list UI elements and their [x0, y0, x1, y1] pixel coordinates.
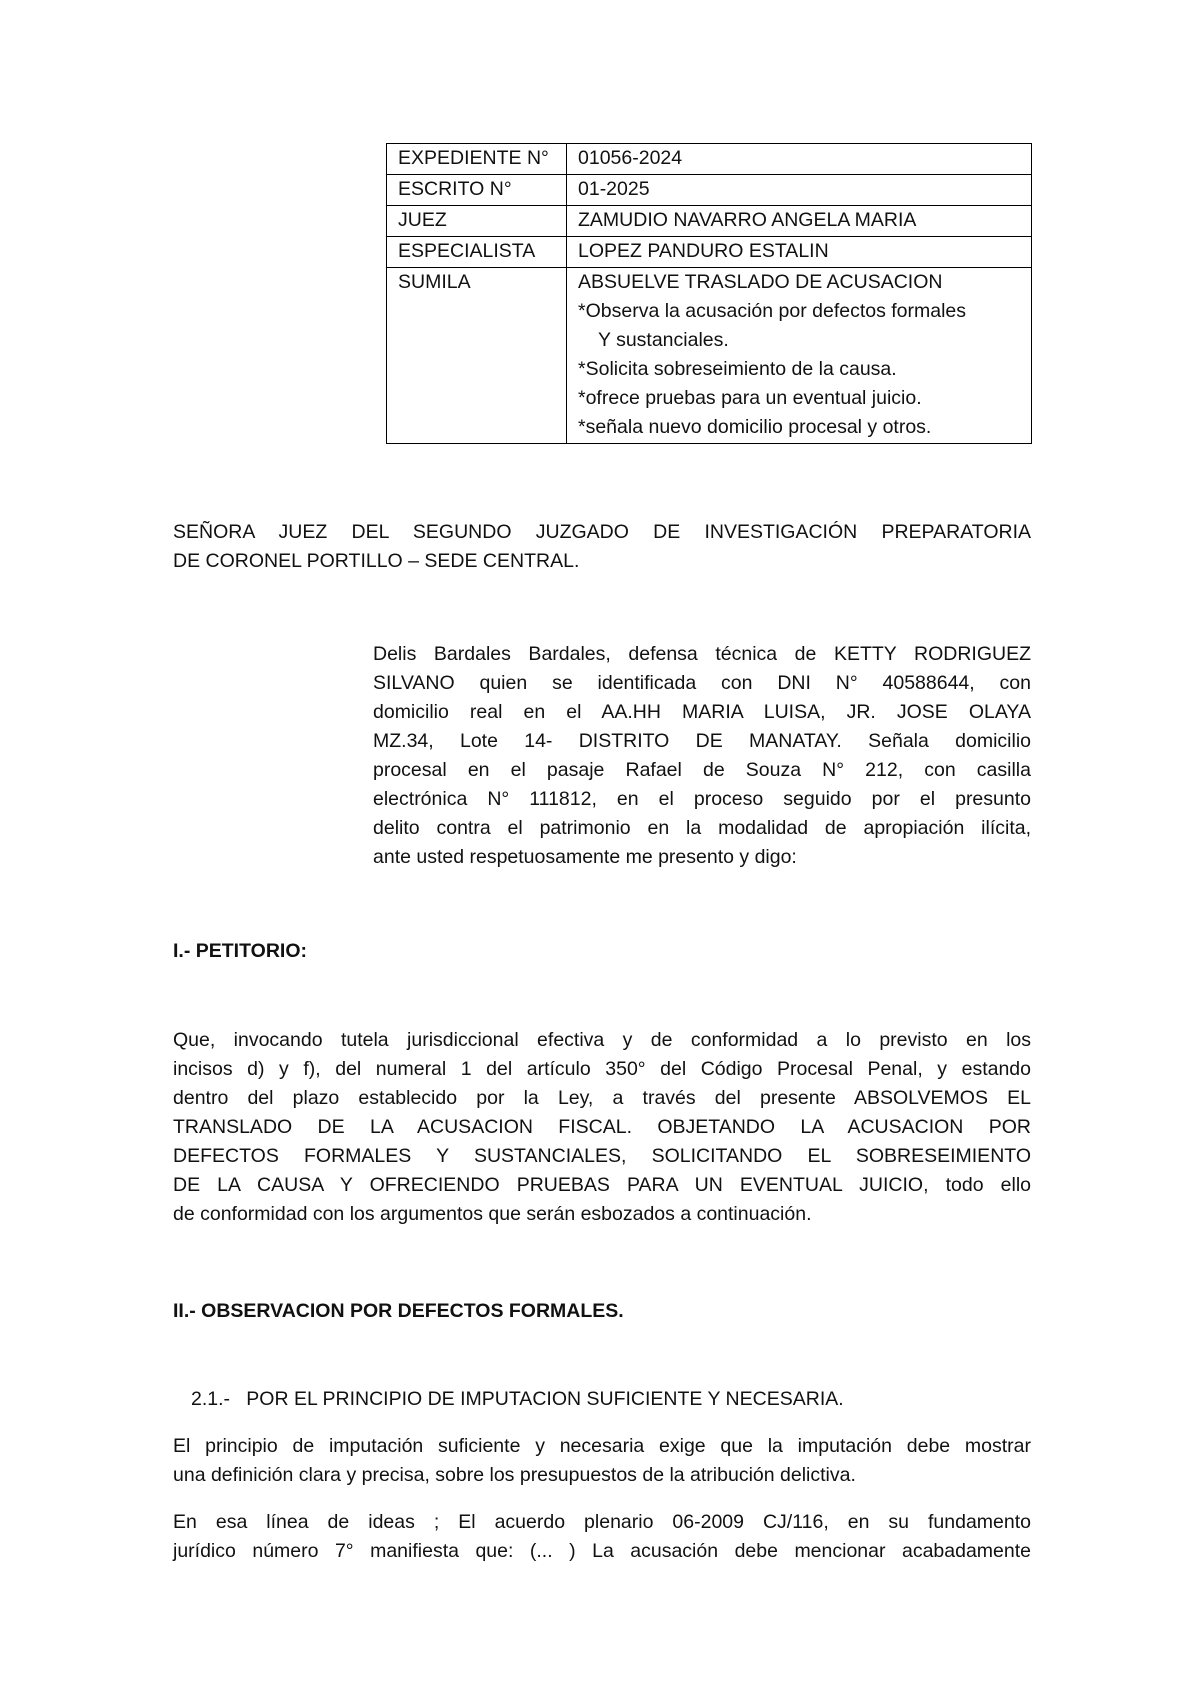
- especialista-label: ESPECIALISTA: [387, 237, 567, 268]
- intro-line: procesal en el pasaje Rafael de Souza N° 212, con casilla: [373, 759, 1031, 781]
- petitorio-line: DEFECTOS FORMALES Y SUSTANCIALES, SOLICITANDO EL SOBRESEIMIENTO: [173, 1145, 1031, 1167]
- addressee-line: SEÑORA JUEZ DEL SEGUNDO JUZGADO DE INVESTIGACIÓN PREPARATORIA: [173, 521, 1031, 543]
- paragraph-line: En esa línea de ideas ; El acuerdo plenario 06-2009 CJ/116, en su fundamento: [173, 1511, 1031, 1533]
- petitorio-line: de conformidad con los argumentos que serán esbozados a continuación.: [173, 1203, 812, 1225]
- sumila-line: *señala nuevo domicilio procesal y otros.: [578, 416, 932, 438]
- sumila-label: SUMILA: [387, 268, 567, 444]
- intro-line: ante usted respetuosamente me presento y digo:: [373, 846, 797, 868]
- section-heading-petitorio: I.- PETITORIO:: [173, 940, 307, 962]
- paragraph-line: jurídico número 7° manifiesta que: (... ) La acusación debe mencionar acabadamente: [173, 1540, 1031, 1562]
- addressee-line: DE CORONEL PORTILLO – SEDE CENTRAL.: [173, 550, 580, 572]
- subsection-heading: 2.1.- POR EL PRINCIPIO DE IMPUTACION SUFICIENTE Y NECESARIA.: [191, 1388, 844, 1410]
- table-row: [387, 206, 1032, 237]
- especialista-value: LOPEZ PANDURO ESTALIN: [567, 237, 1032, 268]
- intro-line: MZ.34, Lote 14- DISTRITO DE MANATAY. Señala domicilio: [373, 730, 1031, 752]
- juez-value: ZAMUDIO NAVARRO ANGELA MARIA: [567, 206, 1032, 237]
- introduction-paragraph: [373, 640, 1031, 872]
- table-row: [387, 144, 1032, 175]
- addressee: [173, 518, 1031, 576]
- section-heading-defectos-formales: II.- OBSERVACION POR DEFECTOS FORMALES.: [173, 1300, 624, 1322]
- sumila-value: [567, 268, 1032, 444]
- petitorio-line: Que, invocando tutela jurisdiccional efectiva y de conformidad a lo previsto en los: [173, 1029, 1031, 1051]
- sumila-line: *ofrece pruebas para un eventual juicio.: [578, 387, 922, 409]
- petitorio-line: dentro del plazo establecido por la Ley, a través del presente ABSOLVEMOS EL: [173, 1087, 1031, 1109]
- expediente-label: EXPEDIENTE N°: [387, 144, 567, 175]
- intro-line: delito contra el patrimonio en la modalidad de apropiación ilícita,: [373, 817, 1031, 839]
- petitorio-line: incisos d) y f), del numeral 1 del artículo 350° del Código Procesal Penal, y estando: [173, 1058, 1031, 1080]
- acuerdo-plenario-paragraph: [173, 1508, 1031, 1566]
- case-header-table: [386, 143, 1032, 444]
- sumila-line: ABSUELVE TRASLADO DE ACUSACION: [578, 271, 943, 293]
- imputacion-paragraph: [173, 1432, 1031, 1490]
- intro-line: Delis Bardales Bardales, defensa técnica de KETTY RODRIGUEZ: [373, 643, 1031, 665]
- expediente-value: 01056-2024: [567, 144, 1032, 175]
- petitorio-line: TRANSLADO DE LA ACUSACION FISCAL. OBJETANDO LA ACUSACION POR: [173, 1116, 1031, 1138]
- table-row: [387, 268, 1032, 444]
- sumila-line: Y sustanciales.: [598, 329, 729, 351]
- intro-line: electrónica N° 111812, en el proceso seguido por el presunto: [373, 788, 1031, 810]
- petitorio-line: DE LA CAUSA Y OFRECIENDO PRUEBAS PARA UN EVENTUAL JUICIO, todo ello: [173, 1174, 1031, 1196]
- intro-line: domicilio real en el AA.HH MARIA LUISA, JR. JOSE OLAYA: [373, 701, 1031, 723]
- sumila-line: *Solicita sobreseimiento de la causa.: [578, 358, 897, 380]
- table-row: [387, 237, 1032, 268]
- table-row: [387, 175, 1032, 206]
- intro-line: SILVANO quien se identificada con DNI N° 40588644, con: [373, 672, 1031, 694]
- paragraph-line: una definición clara y precisa, sobre los presupuestos de la atribución delictiva.: [173, 1464, 856, 1486]
- escrito-value: 01-2025: [567, 175, 1032, 206]
- petitorio-paragraph: [173, 1026, 1031, 1229]
- juez-label: JUEZ: [387, 206, 567, 237]
- sumila-line: *Observa la acusación por defectos formales: [578, 300, 967, 322]
- paragraph-line: El principio de imputación suficiente y necesaria exige que la imputación debe mostrar: [173, 1435, 1031, 1457]
- escrito-label: ESCRITO N°: [387, 175, 567, 206]
